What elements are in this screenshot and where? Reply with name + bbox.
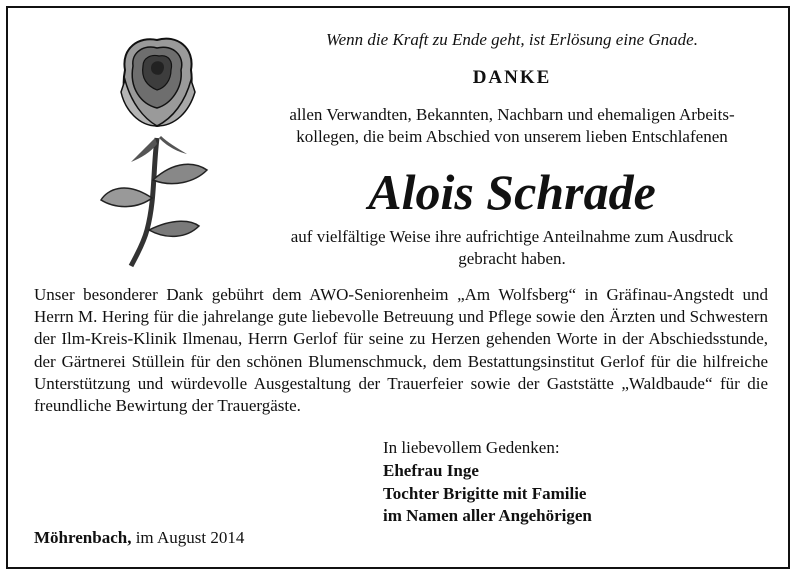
signer: Tochter Brigitte mit Familie bbox=[383, 483, 587, 503]
rose-illustration bbox=[95, 30, 215, 270]
quote: Wenn die Kraft zu Ende geht, ist Erlösung eine Gnade. bbox=[326, 30, 698, 49]
heading-danke: DANKE bbox=[472, 67, 552, 88]
signer: Ehefrau Inge bbox=[383, 461, 479, 480]
date: im August 2014 bbox=[135, 528, 245, 547]
intro-line: kollegen, die beim Abschied von unserem lieben Entschlafenen bbox=[296, 127, 728, 146]
support-text bbox=[252, 226, 772, 270]
place: Möhrenbach, bbox=[34, 528, 132, 547]
signers-list bbox=[383, 460, 592, 528]
place-date bbox=[34, 528, 244, 548]
intro-line: allen Verwandten, Bekannten, Nachbarn und ehemaligen Arbeits- bbox=[289, 105, 735, 124]
greeting: In liebevollem Gedenken: bbox=[383, 438, 560, 457]
support-line: gebracht haben. bbox=[458, 249, 566, 268]
support-line: auf vielfältige Weise ihre aufrichtige Anteilnahme zum Ausdruck bbox=[290, 227, 734, 246]
deceased-name: Alois Schrade bbox=[368, 164, 656, 220]
thanks-body: Unser besonderer Dank gebührt dem AWO-Seniorenheim „Am Wolfsberg“ in Gräfinau-Angstedt und Herrn M. Hering für die jahrelange gute liebevolle Betreuung und Pflege sowie den Ärzten und Schwestern der Ilm-Kreis-Klinik Ilmenau, Herrn Gerlof für seine zu Herzen gehenden Worte in der Abschiedsstunde, der Gärtnerei Stüllein für den schönen Blumenschmuck, dem Bestattungsinstitut Gerlof für die hilfreiche Unterstützung und würdevolle Ausgestaltung der Trauerfeier sowie der Gaststätte „Waldbaude“ für die freundliche Bewirtung der Trauergäste. bbox=[34, 285, 768, 416]
intro-text bbox=[252, 104, 772, 148]
signer: im Namen aller Angehörigen bbox=[383, 506, 592, 525]
